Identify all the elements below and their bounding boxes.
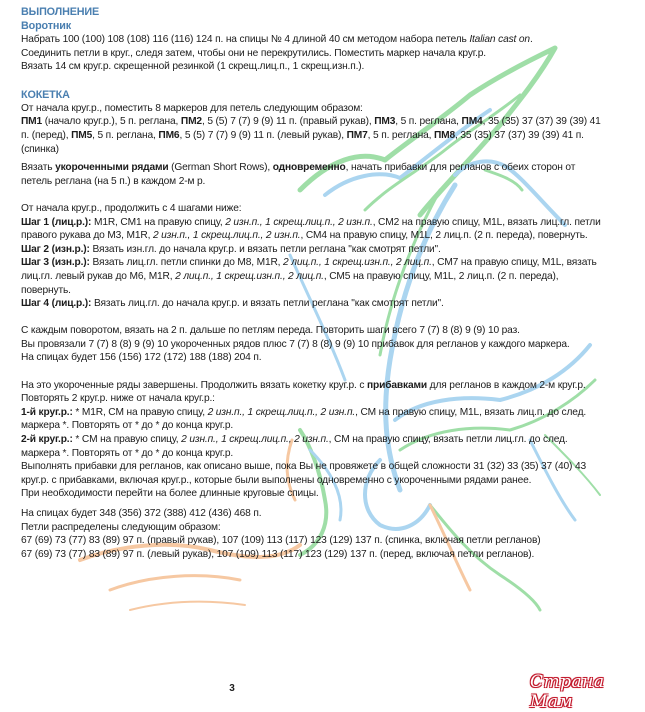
paragraph-steps-intro: От начала круг.р., продолжить с 4 шагами ниже: — [21, 202, 242, 214]
paragraph-distribution-intro: Петли распределены следующим образом: — [21, 521, 221, 533]
paragraph-distribution-2: 67 (69) 73 (77) 83 (89) 97 п. (левый рукав), 107 (109) 113 (117) 123 (129) 137 п. (перед, включая петли регланов). — [21, 548, 535, 560]
step-1: Шаг 1 (лиц.р.): M1R, CM1 на правую спицу, 2 изн.п., 1 скрещ.лиц.п., 2 изн.п., CM2 на правую спицу, M1L, вязать лиц.гл. петли правого рукава до M3, M1R, 2 изн.п., 1 скрещ.лиц.п., 2 изн.п., CM4 на правую спицу, M1L, 2 лиц.п. (2 п. переда), повернуть. — [21, 216, 601, 242]
round-1: 1-й круг.р.: * M1R, CM на правую спицу, 2 изн.п., 1 скрещ.лиц.п., 2 изн.п., CM на правую спицу, M1L, вязать лиц.п. до след. маркера *. Повторять от * до * до конца круг.р. — [21, 406, 587, 432]
paragraph-rows-done: Вы провязали 7 (7) 8 (8) 9 (9) 10 укороченных рядов плюс 7 (7) 8 (8) 9 (9) 10 прибавок для регланов у каждого маркера. — [21, 338, 570, 350]
paragraph-distribution-1: 67 (69) 73 (77) 83 (89) 97 п. (правый рукав), 107 (109) 113 (117) 123 (129) 137 п. (спинка, включая петли регланов) — [21, 535, 541, 547]
section-title-execution: ВЫПОЛНЕНИЕ — [21, 6, 100, 18]
section-subtitle-collar: Воротник — [21, 20, 71, 32]
paragraph-marker-list: ПМ1 (начало круг.р.), 5 п. реглана, ПМ2, 5 (5) 7 (7) 9 (9) 11 п. (правый рукав), ПМ3, 5 п. реглана, ПМ4, 35 (35) 37 (37) 39 (39) 41 п. (перед), ПМ5, 5 п. реглана, ПМ6, 5 (5) 7 (7) 9 (9) 11 п. (левый рукав), ПМ7, 5 п. реглана, ПМ8, 35 (35) 37 (37) 39 (39) 41 п. (спинка) — [21, 116, 601, 155]
step-3: Шаг 3 (изн.р.): Вязать лиц.гл. петли спинки до M8, M1R, 2 лиц.п., 1 скрещ.изн.п., 2 лиц.п., CM7 на правую спицу, M1L, вязать лиц.гл. левый рукав до M6, M1R, 2 лиц.п., 1 скрещ.изн.п., 2 лиц.п., CM5 на правую спицу, M1L, 2 лиц.п. (2 п. переда), повернуть. — [21, 257, 597, 296]
paragraph-rib: Вязать 14 см круг.р. скрещенной резинкой (1 скрещ.лиц.п., 1 скрещ.изн.п.). — [21, 61, 365, 73]
paragraph-increases: Выполнять прибавки для регланов, как описано выше, пока Вы не провяжете в общей сложности 31 (32) 33 (35) 37 (40) 43 круг.р. с прибавками, включая круг.р., которые были выполнены одновременно с укороченными рядами ранее. — [21, 461, 586, 486]
step-2: Шаг 2 (изн.р.): Вязать изн.гл. до начала круг.р. и вязать петли реглана "как смотрят петли". — [21, 243, 441, 255]
round-2: 2-й круг.р.: * CM на правую спицу, 2 изн.п., 1 скрещ.лиц.п., 2 изн.п., CM на правую спицу, вязать петли лиц.гл. до след. маркера *. Повторять от * до * до конца круг.р. — [21, 434, 568, 459]
paragraph-markers-intro: От начала круг.р., поместить 8 маркеров для петель следующим образом: — [21, 102, 363, 114]
paragraph-rounds-intro: На это укороченные ряды завершены. Продолжить вязать кокетку круг.р. с прибавками для регланов в каждом 2-м круг.р. Повторять 2 круг.р. ниже от начала круг.р.: — [21, 379, 586, 405]
paragraph-cast-on: Набрать 100 (100) 108 (108) 116 (116) 124 п. на спицы № 4 длиной 40 см методом набора петель Italian cast on. — [21, 34, 533, 45]
paragraph-repeat-steps: С каждым поворотом, вязать на 2 п. дальше по петлям переда. Повторить шаги всего 7 (7) 8 (8) 9 (9) 10 раз. — [21, 325, 520, 337]
page-number: 3 — [229, 683, 235, 694]
paragraph-longer-needles: При необходимости перейти на более длинные круговые спицы. — [21, 488, 319, 500]
paragraph-stitch-total: На спицах будет 348 (356) 372 (388) 412 (436) 468 п. — [21, 508, 262, 519]
pattern-text — [21, 5, 603, 561]
paragraph-stitch-count-1: На спицах будет 156 (156) 172 (172) 188 (188) 204 п. — [21, 352, 262, 364]
paragraph-short-rows: Вязать укороченными рядами (German Short Rows), одновременно, начать прибавки для регланов с обеих сторон от петель реглана (на 5 п.) в каждом 2-м р. — [21, 162, 576, 187]
section-title-yoke: КОКЕТКА — [21, 88, 70, 101]
step-4: Шаг 4 (лиц.р.): Вязать лиц.гл. до начала круг.р. и вязать петли реглана "как смотрят петли". — [21, 298, 444, 310]
paragraph-join: Соединить петли в круг., следя затем, чтобы они не перекрутились. Поместить маркер начала круг.р. — [21, 47, 486, 59]
site-logo: Страна Мам — [530, 672, 605, 712]
